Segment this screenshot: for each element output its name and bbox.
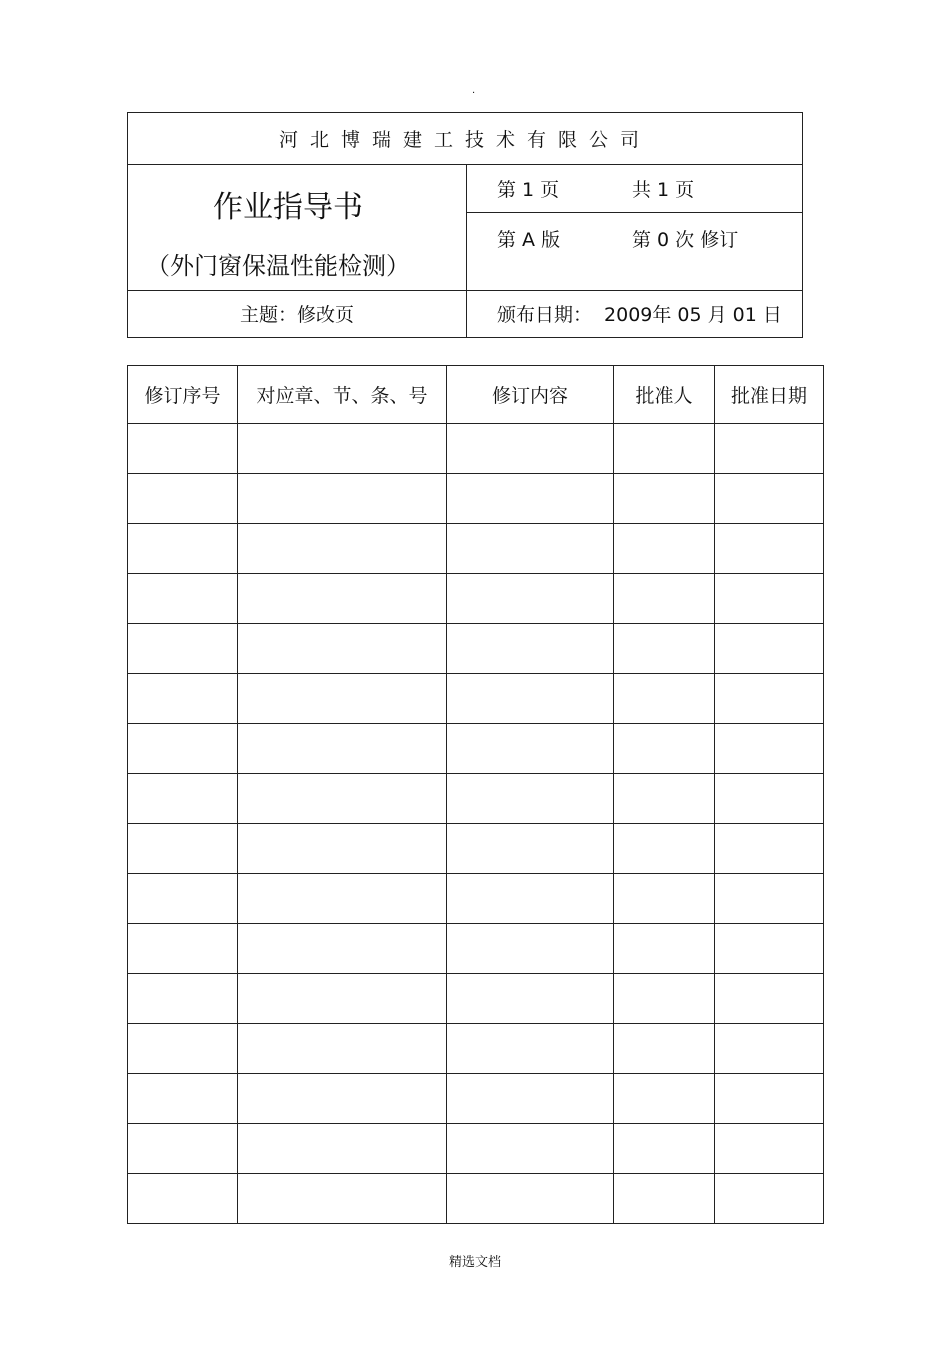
table-cell xyxy=(715,524,824,574)
table-cell xyxy=(447,1074,614,1124)
table-cell xyxy=(128,824,238,874)
col-revision-no: 修订序号 xyxy=(128,366,238,424)
revision-table-body xyxy=(128,424,824,1224)
table-cell xyxy=(447,674,614,724)
subject: 主题：修改页 xyxy=(128,290,467,337)
table-cell xyxy=(128,1024,238,1074)
table-cell xyxy=(238,1024,447,1074)
table-cell xyxy=(447,1174,614,1224)
table-cell xyxy=(238,674,447,724)
table-cell xyxy=(238,474,447,524)
table-cell xyxy=(715,574,824,624)
table-cell xyxy=(238,624,447,674)
col-approval-date: 批准日期 xyxy=(715,366,824,424)
table-cell xyxy=(447,1124,614,1174)
col-approver: 批准人 xyxy=(614,366,715,424)
document-header xyxy=(127,112,803,338)
table-row xyxy=(128,524,824,574)
edition: 第 A 版 xyxy=(497,229,561,251)
table-cell xyxy=(447,774,614,824)
table-cell xyxy=(614,574,715,624)
table-cell xyxy=(715,1074,824,1124)
table-cell xyxy=(128,1124,238,1174)
table-row xyxy=(128,924,824,974)
table-row xyxy=(128,674,824,724)
page-info-row xyxy=(466,164,802,213)
col-section-ref: 对应章、节、条、号 xyxy=(238,366,447,424)
table-cell xyxy=(614,974,715,1024)
table-cell xyxy=(128,574,238,624)
table-cell xyxy=(614,824,715,874)
table-cell xyxy=(614,724,715,774)
document-subtitle: （外门窗保温性能检测） xyxy=(146,252,410,280)
table-cell xyxy=(715,674,824,724)
table-cell xyxy=(238,524,447,574)
table-cell xyxy=(715,1124,824,1174)
table-cell xyxy=(238,824,447,874)
table-cell xyxy=(614,1024,715,1074)
table-cell xyxy=(447,1024,614,1074)
table-cell xyxy=(715,624,824,674)
table-cell xyxy=(238,1174,447,1224)
table-cell xyxy=(614,474,715,524)
issue-date xyxy=(466,290,802,337)
table-cell xyxy=(614,924,715,974)
issue-date-value: 2009年 05 月 01 日 xyxy=(604,304,782,326)
table-cell xyxy=(715,824,824,874)
table-cell xyxy=(447,874,614,924)
table-cell xyxy=(128,924,238,974)
table-row xyxy=(128,1074,824,1124)
table-cell xyxy=(238,924,447,974)
table-cell xyxy=(715,974,824,1024)
table-cell xyxy=(715,474,824,524)
company-name: 河北博瑞建工技术有限公司 xyxy=(128,113,802,165)
table-cell xyxy=(238,774,447,824)
table-cell xyxy=(447,974,614,1024)
table-row xyxy=(128,1024,824,1074)
table-cell xyxy=(614,674,715,724)
document-title: 作业指导书 xyxy=(213,190,363,225)
issue-date-label: 颁布日期： xyxy=(497,304,593,326)
table-cell xyxy=(715,1024,824,1074)
title-cell xyxy=(128,164,467,291)
revision-table xyxy=(127,365,824,1224)
table-cell xyxy=(614,424,715,474)
table-row xyxy=(128,724,824,774)
revision-table-header-row xyxy=(128,366,824,424)
table-cell xyxy=(614,874,715,924)
table-cell xyxy=(238,974,447,1024)
table-cell xyxy=(715,424,824,474)
table-row xyxy=(128,774,824,824)
table-cell xyxy=(128,874,238,924)
table-row xyxy=(128,824,824,874)
table-cell xyxy=(238,874,447,924)
table-cell xyxy=(238,424,447,474)
table-cell xyxy=(447,824,614,874)
table-cell xyxy=(715,774,824,824)
table-cell xyxy=(128,524,238,574)
table-cell xyxy=(715,874,824,924)
table-cell xyxy=(715,1174,824,1224)
table-cell xyxy=(128,774,238,824)
table-row xyxy=(128,574,824,624)
table-cell xyxy=(238,1124,447,1174)
footer-text: 精选文档 xyxy=(448,1255,501,1270)
table-cell xyxy=(447,924,614,974)
table-cell xyxy=(128,674,238,724)
page-total: 共 1 页 xyxy=(632,179,695,201)
revision-count: 第 0 次 修订 xyxy=(632,229,739,251)
table-row xyxy=(128,474,824,524)
table-row xyxy=(128,624,824,674)
top-mark: . xyxy=(472,85,476,96)
table-cell xyxy=(128,1174,238,1224)
table-row xyxy=(128,424,824,474)
table-cell xyxy=(715,924,824,974)
table-cell xyxy=(447,474,614,524)
table-cell xyxy=(128,724,238,774)
table-cell xyxy=(614,774,715,824)
table-row xyxy=(128,1124,824,1174)
table-cell xyxy=(447,424,614,474)
table-cell xyxy=(614,1074,715,1124)
page-info-cell xyxy=(466,164,802,291)
table-cell xyxy=(128,474,238,524)
table-cell xyxy=(614,624,715,674)
table-cell xyxy=(238,574,447,624)
table-cell xyxy=(238,724,447,774)
table-cell xyxy=(238,1074,447,1124)
table-cell xyxy=(447,524,614,574)
table-row xyxy=(128,874,824,924)
col-revision-content: 修订内容 xyxy=(447,366,614,424)
table-cell xyxy=(614,524,715,574)
table-cell xyxy=(614,1124,715,1174)
table-cell xyxy=(447,624,614,674)
table-cell xyxy=(128,974,238,1024)
table-cell xyxy=(128,424,238,474)
table-cell xyxy=(447,574,614,624)
table-cell xyxy=(128,1074,238,1124)
table-row xyxy=(128,974,824,1024)
table-cell xyxy=(447,724,614,774)
table-cell xyxy=(128,624,238,674)
page-number: 第 1 页 xyxy=(497,179,560,201)
table-cell xyxy=(614,1174,715,1224)
table-cell xyxy=(715,724,824,774)
table-row xyxy=(128,1174,824,1224)
